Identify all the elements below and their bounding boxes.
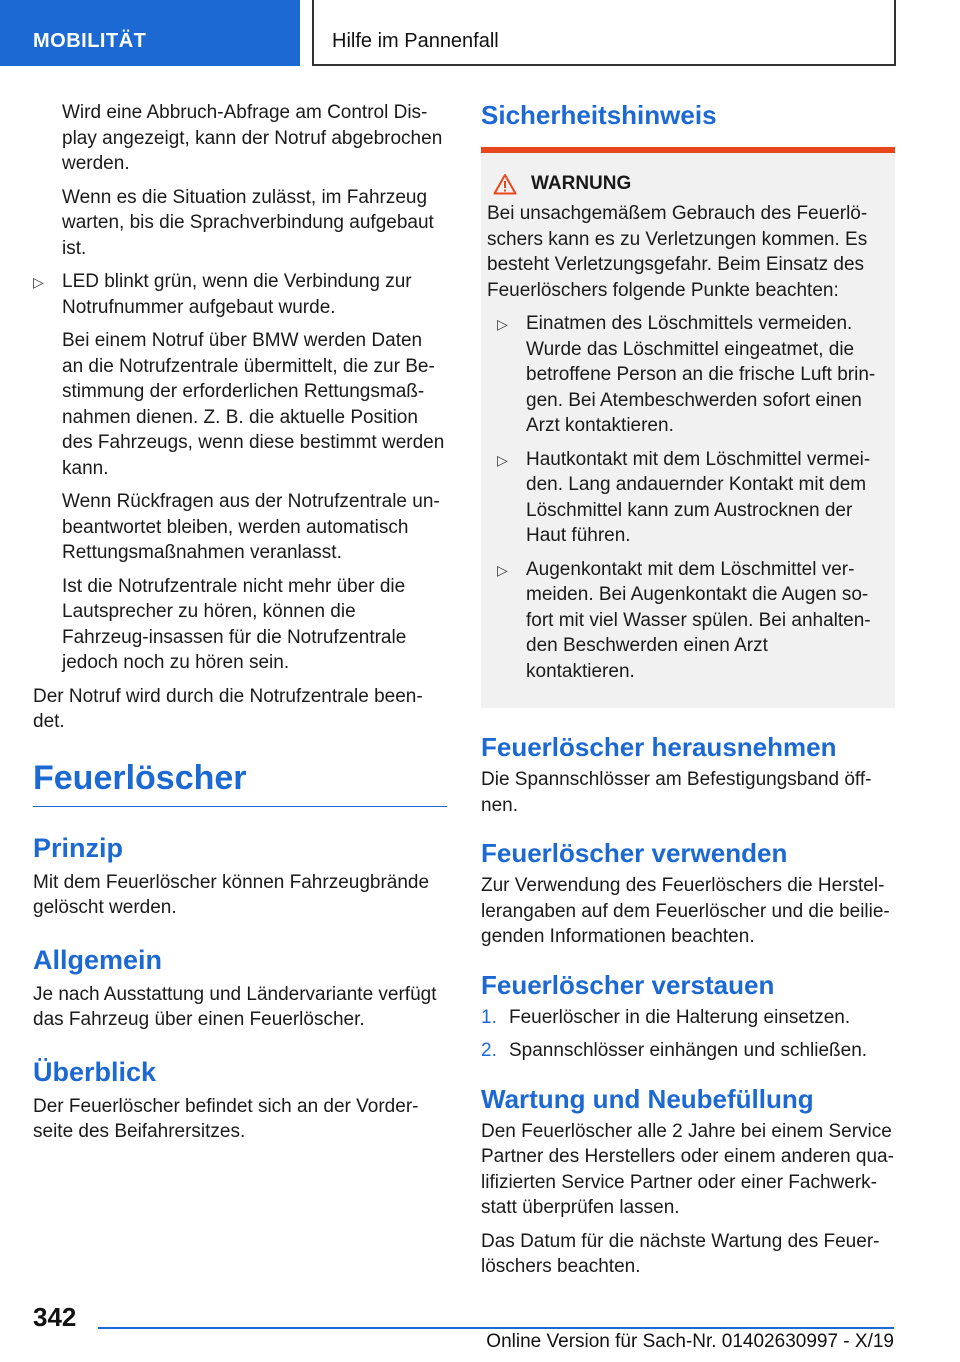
page-number: 342	[33, 1302, 77, 1332]
paragraph: Den Feuerlöscher alle 2 Jahre bei einem Service Partner des Herstellers oder einem anderen qua-lifizierten Service Partner oder einer Fachwerk-statt überprüfen lassen.	[481, 1120, 894, 1218]
section-heading-herausnehmen: Feuerlöscher herausnehmen	[481, 732, 837, 762]
warning-triangle-icon	[493, 173, 517, 195]
paragraph: Die Spannschlösser am Befestigungsband öff-nen.	[481, 769, 872, 816]
warning-title: WARNUNG	[487, 173, 881, 195]
triangle-bullet-icon: ▷	[497, 316, 508, 332]
list-item: ▷ Augenkontakt mit dem Löschmittel ver-meiden. Bei Augenkontakt die Augen so-fort mit viel Wasser spülen. Bei anhalten-den Beschwerden einen Arzt kontaktieren.	[487, 557, 881, 685]
section-tab: MOBILITÄT	[0, 0, 300, 66]
paragraph: Ist die Notrufzentrale nicht mehr über die Lautsprecher zu hören, können die Fahrzeug-insassen für die Notrufzentrale jedoch noch zu hören sein.	[62, 575, 407, 673]
paragraph: Mit dem Feuerlöscher können Fahrzeugbrände gelöscht werden.	[33, 871, 430, 918]
section-heading-sicherheit: Sicherheitshinweis	[481, 100, 717, 130]
list-item: ▷ Hautkontakt mit dem Löschmittel vermei-den. Lang andauernder Kontakt mit dem Löschmittel kann zum Austrocknen der Haut führen.	[487, 447, 881, 549]
warning-text: Bei unsachgemäßem Gebrauch des Feuerlö-schers kann es zu Verletzungen kommen. Es besteht Verletzungsgefahr. Beim Einsatz des Feuerlöschers folgende Punkte beachten:	[487, 203, 868, 301]
footer-divider	[98, 1327, 894, 1329]
paragraph: Das Datum für die nächste Wartung des Feuer-löschers beachten.	[481, 1230, 880, 1277]
page-header	[0, 0, 960, 66]
warning-box	[481, 147, 895, 708]
list-item: ▷ Einatmen des Löschmittels vermeiden. Wurde das Löschmittel eingeatmet, die betroffene Person an die frische Luft brin-gen. Bei Atembeschwerden sofort einen Arzt kontaktieren.	[487, 311, 881, 439]
list-item: 2. Spannschlösser einhängen und schließen.	[481, 1040, 868, 1061]
list-item: 1. Feuerlöscher in die Halterung einsetzen.	[481, 1006, 851, 1028]
section-heading-verstauen: Feuerlöscher verstauen	[481, 969, 775, 1000]
left-column	[33, 100, 447, 1153]
paragraph: Bei einem Notruf über BMW werden Daten an die Notrufzentrale übermittelt, die zur Be-stimmung der erforderlichen Rettungsmaß-nahmen dienen. Z. B. die aktuelle Position des Fahrzeugs, wenn diese bestimmt werden kann.	[62, 330, 445, 479]
triangle-bullet-icon: ▷	[497, 451, 508, 468]
paragraph: Wenn Rückfragen aus der Notrufzentrale un-beantwortet bleiben, werden automatisch Rettungsmaßnahmen veranlasst.	[62, 491, 440, 563]
right-column	[481, 100, 895, 1288]
paragraph: Der Notruf wird durch die Notrufzentrale been-det.	[33, 685, 423, 732]
chapter-heading: Feuerlöscher	[33, 759, 447, 807]
paragraph: Wird eine Abbruch-Abfrage am Control Dis-play angezeigt, kann der Notruf abgebrochen werden.	[62, 102, 443, 174]
section-heading-ueberblick: Überblick	[33, 1056, 157, 1087]
section-heading-prinzip: Prinzip	[33, 832, 124, 863]
chapter-title: Hilfe im Pannenfall	[312, 0, 896, 66]
list-item: ▷ LED blinkt grün, wenn die Verbindung zur Notrufnummer aufgebaut wurde.	[33, 269, 447, 320]
paragraph: Wenn es die Situation zulässt, im Fahrzeug warten, bis die Sprachverbindung aufgebaut ist.	[62, 186, 434, 259]
section-heading-wartung: Wartung und Neubefüllung	[481, 1083, 814, 1114]
section-heading-allgemein: Allgemein	[33, 944, 163, 975]
paragraph: Je nach Ausstattung und Ländervariante verfügt das Fahrzeug über einen Feuerlöscher.	[33, 983, 437, 1030]
paragraph: Zur Verwendung des Feuerlöschers die Herstel-lerangaben auf dem Feuerlöscher und die beilie-genden Informationen beachten.	[481, 875, 890, 947]
footer-text: Online Version für Sach-Nr. 01402630997 - X/19	[486, 1331, 894, 1352]
paragraph: Der Feuerlöscher befindet sich an der Vorder-seite des Beifahrersitzes.	[33, 1095, 419, 1142]
triangle-bullet-icon: ▷	[33, 274, 44, 290]
section-heading-verwenden: Feuerlöscher verwenden	[481, 838, 788, 868]
triangle-bullet-icon: ▷	[497, 561, 508, 578]
